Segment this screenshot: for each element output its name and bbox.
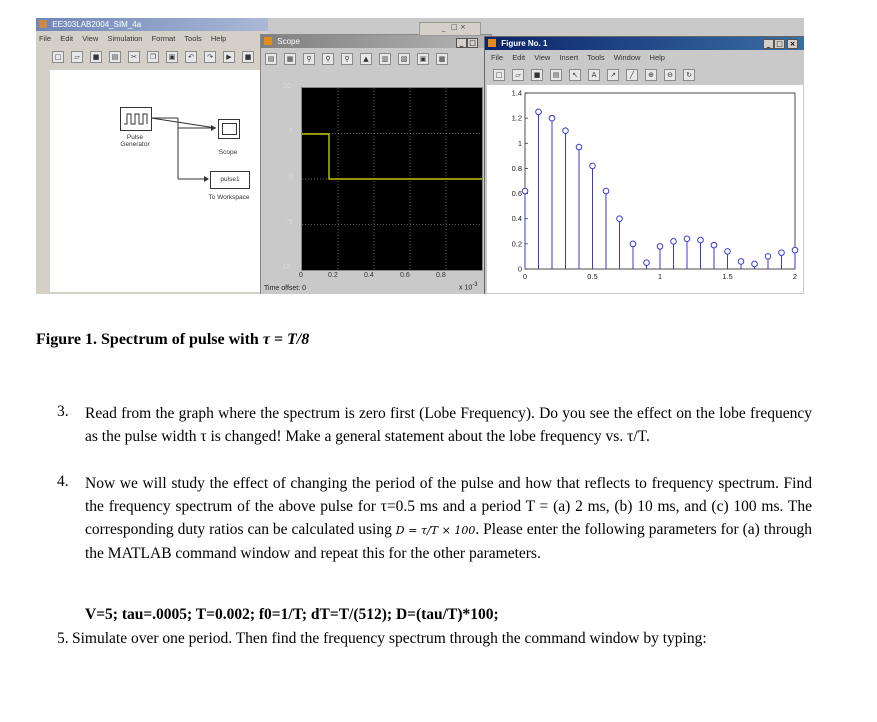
figure-title: Figure No. 1 xyxy=(501,39,548,48)
floating-icon[interactable]: ▣ xyxy=(417,53,429,65)
y-tick-label: 1.2 xyxy=(511,113,522,123)
x-tick-label: 2 xyxy=(792,272,798,281)
sim-menu-format[interactable]: Format xyxy=(151,34,176,43)
zoom-out-icon[interactable]: ⊖ xyxy=(664,69,676,81)
stem-marker xyxy=(549,115,555,121)
y-tick-label: 0.2 xyxy=(511,239,522,249)
time-offset-label: Time offset: xyxy=(264,285,301,292)
stem-marker xyxy=(630,241,636,247)
fig-menu-insert[interactable]: Insert xyxy=(559,53,579,62)
insert-line-icon[interactable]: ╱ xyxy=(626,69,638,81)
new-icon[interactable]: □ xyxy=(52,51,64,63)
scope-ytick-5: 5 xyxy=(289,128,293,135)
matlab-logo-icon xyxy=(39,20,47,28)
stem-marker xyxy=(792,247,798,253)
stem-marker xyxy=(779,250,785,256)
item-3-text: Read from the graph where the spectrum is zero first (Lobe Frequency). Do you see the effect on the lobe frequency as the pulse width τ is changed! Make a general statement about the lobe frequency vs. τ/T. xyxy=(85,405,812,445)
to-workspace-var: pulse1 xyxy=(220,176,240,183)
params-icon[interactable]: ▦ xyxy=(284,53,296,65)
x-tick-label: 0 xyxy=(522,272,528,281)
fig-menu-window[interactable]: Window xyxy=(613,53,641,62)
scope-app-icon xyxy=(264,37,272,45)
scope-xtick-0.2: 0.2 xyxy=(328,272,338,279)
sim-menu-tools[interactable]: Tools xyxy=(184,34,202,43)
new-figure-icon[interactable]: □ xyxy=(493,69,505,81)
sim-menu-edit[interactable]: Edit xyxy=(60,34,74,43)
stem-marker xyxy=(738,259,744,265)
figure-plot-bg xyxy=(487,85,803,293)
item-5-number: 5. xyxy=(57,630,69,647)
y-tick-label: 1.4 xyxy=(511,88,522,98)
scope-xtick-0.4: 0.4 xyxy=(364,272,374,279)
sim-menu-help[interactable]: Help xyxy=(210,34,227,43)
zoom-y-icon[interactable]: ⚲ xyxy=(341,53,353,65)
scope-ytick-neg10: -10 xyxy=(280,264,291,271)
duty-ratio-formula: D = τ/T × 100 xyxy=(395,524,476,537)
stem-marker xyxy=(617,216,623,222)
scope-xtick-0.6: 0.6 xyxy=(400,272,410,279)
pointer-icon[interactable]: ↖ xyxy=(569,69,581,81)
x-exponent-base: x 10 xyxy=(459,284,473,292)
background-window-strip xyxy=(419,22,481,36)
scope-block-label: Scope xyxy=(218,149,238,156)
undo-icon[interactable]: ↶ xyxy=(185,51,197,63)
stem-marker xyxy=(725,249,731,255)
open-icon[interactable]: ▱ xyxy=(71,51,83,63)
paste-icon[interactable]: ▣ xyxy=(166,51,178,63)
save-icon[interactable]: ■ xyxy=(90,51,102,63)
run-icon[interactable]: ▶ xyxy=(223,51,235,63)
signal-lines xyxy=(50,70,266,210)
stem-marker xyxy=(536,109,542,115)
copy-icon[interactable]: ❐ xyxy=(147,51,159,63)
y-tick-label: 0 xyxy=(517,264,522,274)
simulink-titlebar xyxy=(36,18,268,31)
insert-text-icon[interactable]: A xyxy=(588,69,600,81)
figure-maximize-button[interactable]: □ xyxy=(774,39,785,49)
figure-caption xyxy=(36,331,309,349)
signal-select-icon[interactable]: ▩ xyxy=(436,53,448,65)
scope-maximize-button[interactable]: □ xyxy=(467,38,478,48)
simulink-canvas xyxy=(50,70,266,292)
scope-minimize-button[interactable]: _ xyxy=(456,38,467,48)
item-4-text-b: . Please enter the following parameters for (a) through the MATLAB command window and repeat this for the other parameters. xyxy=(85,521,812,562)
restore-axes-icon[interactable]: ▧ xyxy=(398,53,410,65)
item-4-text-a: Now we will study the effect of changing the period of the pulse and how that reflects to frequency spectrum. Find the frequency spectrum of the above pulse for τ=0.5 ms and a period T = (a) 2 ms, (b) 10 ms, and (c) 100 ms. The corresponding duty ratios can be calculated using xyxy=(85,475,812,538)
print-figure-icon[interactable]: ▤ xyxy=(550,69,562,81)
zoom-x-icon[interactable]: ⚲ xyxy=(322,53,334,65)
item-3-number: 3. xyxy=(57,403,69,420)
scope-ytick-neg5: -5 xyxy=(286,219,293,226)
scope-xtick-0.8: 0.8 xyxy=(436,272,446,279)
stem-marker xyxy=(698,237,704,243)
stem-marker xyxy=(711,242,717,248)
insert-arrow-icon[interactable]: ↗ xyxy=(607,69,619,81)
save-axes-icon[interactable]: ▥ xyxy=(379,53,391,65)
caption-prefix: Figure 1. Spectrum of pulse with xyxy=(36,331,263,348)
scope-xtick-0: 0 xyxy=(299,272,303,279)
zoom-icon[interactable]: ⚲ xyxy=(303,53,315,65)
y-tick-label: 0.4 xyxy=(511,214,522,224)
scope-plot xyxy=(301,87,483,271)
matlab-command-line: V=5; tau=.0005; T=0.002; f0=1/T; dT=T/(512); D=(tau/T)*100; xyxy=(85,606,499,623)
time-offset-value: 0 xyxy=(302,285,307,292)
sim-menu-view[interactable]: View xyxy=(82,34,99,43)
bg-maximize-icon: □ xyxy=(451,23,458,31)
to-workspace-label: To Workspace xyxy=(208,194,250,201)
autoscale-icon[interactable]: ▲ xyxy=(360,53,372,65)
x-exponent-power: -3 xyxy=(472,282,478,288)
sim-menu-file[interactable]: File xyxy=(39,34,52,43)
rotate-icon[interactable]: ↻ xyxy=(683,69,695,81)
simulink-menubar xyxy=(39,33,268,45)
stem-marker xyxy=(644,260,650,266)
stem-marker xyxy=(522,188,528,194)
pulse-generator-label: Pulse Generator xyxy=(120,134,150,148)
save-figure-icon[interactable]: ■ xyxy=(531,69,543,81)
print-icon[interactable]: ▤ xyxy=(265,53,277,65)
item-4-number: 4. xyxy=(57,473,69,490)
x-tick-label: 1 xyxy=(657,272,663,281)
scope-x-exponent xyxy=(459,282,478,291)
bg-close-icon: × xyxy=(460,23,466,31)
figure-titlebar xyxy=(485,37,804,50)
item-5-text: Simulate over one period. Then find the frequency spectrum through the command window by typing: xyxy=(72,630,707,647)
stem-marker xyxy=(590,163,596,169)
scope-trace xyxy=(302,88,482,270)
caption-math: τ = T/8 xyxy=(262,331,310,348)
stem-marker xyxy=(603,188,609,194)
y-tick-label: 0.8 xyxy=(511,163,522,173)
embedded-screenshot xyxy=(36,18,804,294)
x-tick-label: 0.5 xyxy=(587,272,598,281)
stem-marker xyxy=(752,261,758,267)
fig-menu-help[interactable]: Help xyxy=(649,53,665,62)
figure-toolbar xyxy=(491,67,801,82)
fig-menu-tools[interactable]: Tools xyxy=(587,53,605,62)
stem-marker xyxy=(576,144,582,150)
item-4-text xyxy=(85,472,812,565)
scope-title: Scope xyxy=(277,37,300,46)
simulink-title: EE303LAB2004_SIM_4a xyxy=(52,20,142,29)
figure-window xyxy=(484,36,804,294)
redo-icon[interactable]: ↷ xyxy=(204,51,216,63)
figure-app-icon xyxy=(488,39,496,47)
zoom-in-icon[interactable]: ⊕ xyxy=(645,69,657,81)
cut-icon[interactable]: ✂ xyxy=(128,51,140,63)
stem-marker xyxy=(684,236,690,242)
scope-toolbar xyxy=(263,51,491,66)
simulink-window xyxy=(36,18,268,294)
figure-minimize-button[interactable]: _ xyxy=(763,39,774,49)
fig-menu-edit[interactable]: Edit xyxy=(512,53,526,62)
sim-menu-simulation[interactable]: Simulation xyxy=(107,34,143,43)
stop-icon[interactable]: ■ xyxy=(242,51,254,63)
scope-pulse-line xyxy=(302,134,482,179)
stem-marker xyxy=(657,244,663,250)
scope-time-offset xyxy=(264,285,306,292)
y-tick-label: 1 xyxy=(517,138,522,148)
fig-menu-file[interactable]: File xyxy=(491,53,504,62)
spectrum-stem-plot xyxy=(487,85,803,293)
bg-minimize-icon: _ xyxy=(442,24,446,32)
scope-ytick-10: 10 xyxy=(283,83,291,90)
stem-marker xyxy=(671,239,677,245)
figure-close-button[interactable]: × xyxy=(787,39,798,49)
x-tick-label: 1.5 xyxy=(722,272,733,281)
scope-ytick-0: 0 xyxy=(289,174,293,181)
scope-window xyxy=(260,34,492,294)
stem-marker xyxy=(765,254,771,260)
open-file-icon[interactable]: ▱ xyxy=(512,69,524,81)
fig-menu-view[interactable]: View xyxy=(534,53,551,62)
y-tick-label: 0.6 xyxy=(511,189,522,199)
simulink-toolbar xyxy=(50,49,268,64)
print-icon[interactable]: ▤ xyxy=(109,51,121,63)
stem-marker xyxy=(563,128,569,134)
figure-menubar xyxy=(491,52,801,64)
